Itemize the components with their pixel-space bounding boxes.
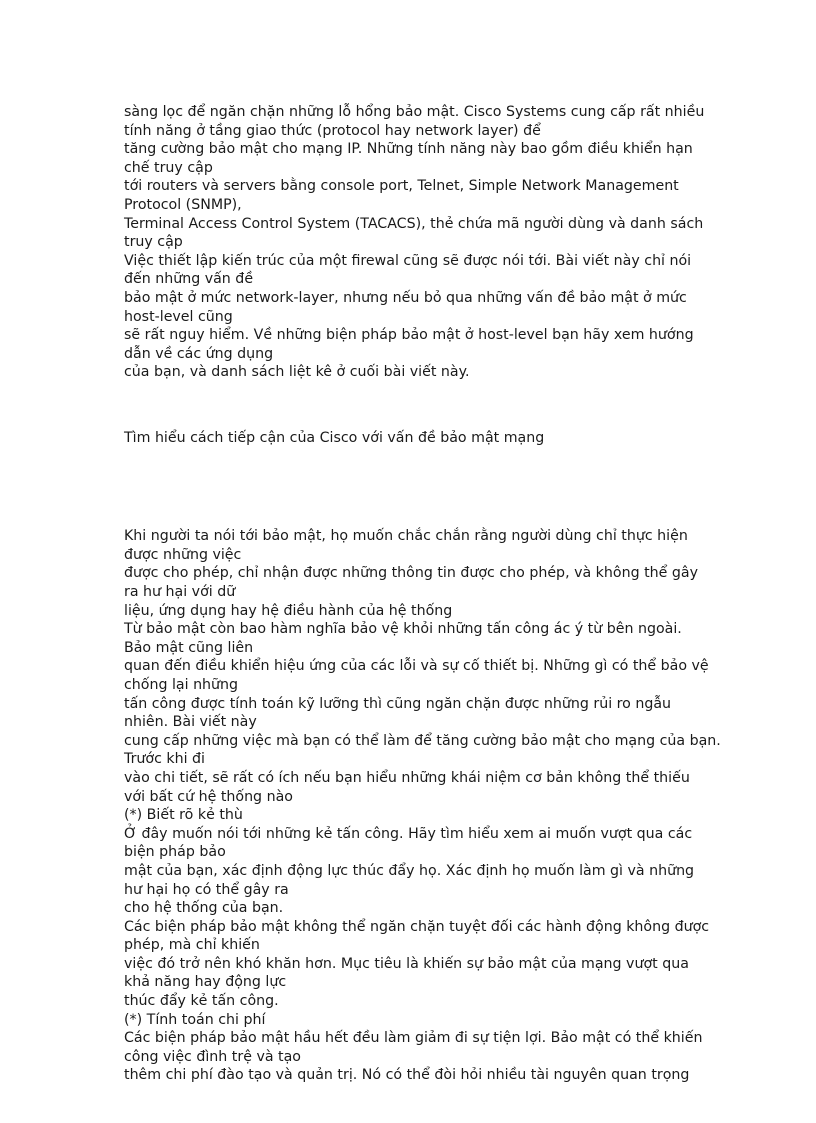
text-line: (*) Biết rõ kẻ thù (124, 807, 243, 824)
text-line: tăng cường bảo mật cho mạng IP. Những tính năng này bao gồm điều khiển hạn (124, 141, 693, 158)
text-line: Protocol (SNMP), (124, 196, 242, 213)
blank-line (124, 462, 764, 481)
text-line: Khi người ta nói tới bảo mật, họ muốn chắc chắn rằng người dùng chỉ thực hiện (124, 528, 688, 545)
text-line: (*) Tính toán chi phí (124, 1011, 266, 1028)
text-line: phép, mà chỉ khiến (124, 937, 260, 954)
text-line: Trước khi đi (124, 751, 206, 768)
text-line: Các biện pháp bảo mật hầu hết đều làm giảm đi sự tiện lợi. Bảo mật có thể khiến (124, 1030, 703, 1047)
text-line: quan đến điều khiển hiệu ứng của các lỗi và sự cố thiết bị. Những gì có thể bảo vệ (124, 658, 709, 675)
blank-line (124, 494, 764, 513)
text-line: khả năng hay động lực (124, 974, 287, 991)
text-line: Ở đây muốn nói tới những kẻ tấn công. Hãy tìm hiểu xem ai muốn vượt qua các (124, 825, 693, 842)
text-line: nhiên. Bài viết này (124, 714, 257, 731)
text-line: chế truy cập (124, 159, 213, 176)
text-line: biện pháp bảo (124, 844, 226, 861)
text-line: đến những vấn đề (124, 271, 254, 288)
text-line: bảo mật ở mức network-layer, nhưng nếu bỏ qua những vấn đề bảo mật ở mức (124, 289, 687, 306)
text-line: dẫn về các ứng dụng (124, 345, 274, 362)
text-line: được những việc (124, 546, 242, 563)
blank-line (124, 396, 764, 415)
text-line: tấn công được tính toán kỹ lưỡng thì cũng ngăn chặn được những rủi ro ngẫu (124, 695, 672, 712)
text-line: sàng lọc để ngăn chặn những lỗ hổng bảo mật. Cisco Systems cung cấp rất nhiều (124, 104, 705, 120)
text-line: vào chi tiết, sẽ rất có ích nếu bạn hiểu những khái niệm cơ bản không thể thiếu (124, 769, 690, 786)
text-line: cung cấp những việc mà bạn có thể làm để tăng cường bảo mật cho mạng của bạn. (124, 732, 721, 749)
text-line: truy cập (124, 234, 183, 251)
text-line: thêm chi phí đào tạo và quản trị. Nó có thể đòi hỏi nhiều tài nguyên quan trọng (124, 1067, 690, 1084)
text-line: công việc đình trệ và tạo (124, 1048, 301, 1065)
text-line: việc đó trở nên khó khăn hơn. Mục tiêu là khiến sự bảo mật của mạng vượt qua (124, 955, 689, 972)
text-line: thúc đẩy kẻ tấn công. (124, 993, 279, 1010)
text-line: liệu, ứng dụng hay hệ điều hành của hệ thống (124, 602, 453, 619)
text-line: Từ bảo mật còn bao hàm nghĩa bảo vệ khỏi những tấn công ác ý từ bên ngoài. (124, 621, 682, 638)
text-line: host-level cũng (124, 308, 233, 325)
text-line: chống lại những (124, 676, 239, 693)
text-line: Các biện pháp bảo mật không thể ngăn chặn tuyệt đối các hành động không được (124, 918, 710, 935)
text-line: ra hư hại với dữ (124, 584, 236, 600)
text-line: Tìm hiểu cách tiếp cận của Cisco với vấn đề bảo mật mạng (124, 429, 545, 446)
text-line: tính năng ở tầng giao thức (protocol hay network layer) để (124, 122, 541, 139)
text-line: Việc thiết lập kiến trúc của một firewal cũng sẽ được nói tới. Bài viết này chỉ nói (124, 252, 692, 269)
text-line: hư hại họ có thể gây ra (124, 881, 289, 898)
text-line: với bất cứ hệ thống nào (124, 788, 293, 805)
document-body (124, 103, 764, 1085)
text-line: Terminal Access Control System (TACACS), thẻ chứa mã người dùng và danh sách (124, 215, 704, 232)
text-line: được cho phép, chỉ nhận được những thông tin được cho phép, và không thể gây (124, 565, 698, 582)
text-line: Bảo mật cũng liên (124, 639, 254, 656)
text-line: tới routers và servers bằng console port, Telnet, Simple Network Management (124, 178, 679, 195)
text-line: cho hệ thống của bạn. (124, 900, 284, 917)
text-line: mật của bạn, xác định động lực thúc đẩy họ. Xác định họ muốn làm gì và những (124, 862, 695, 879)
text-line: sẽ rất nguy hiểm. Về những biện pháp bảo mật ở host-level bạn hãy xem hướng (124, 327, 694, 344)
text-line: của bạn, và danh sách liệt kê ở cuối bài viết này. (124, 364, 470, 381)
